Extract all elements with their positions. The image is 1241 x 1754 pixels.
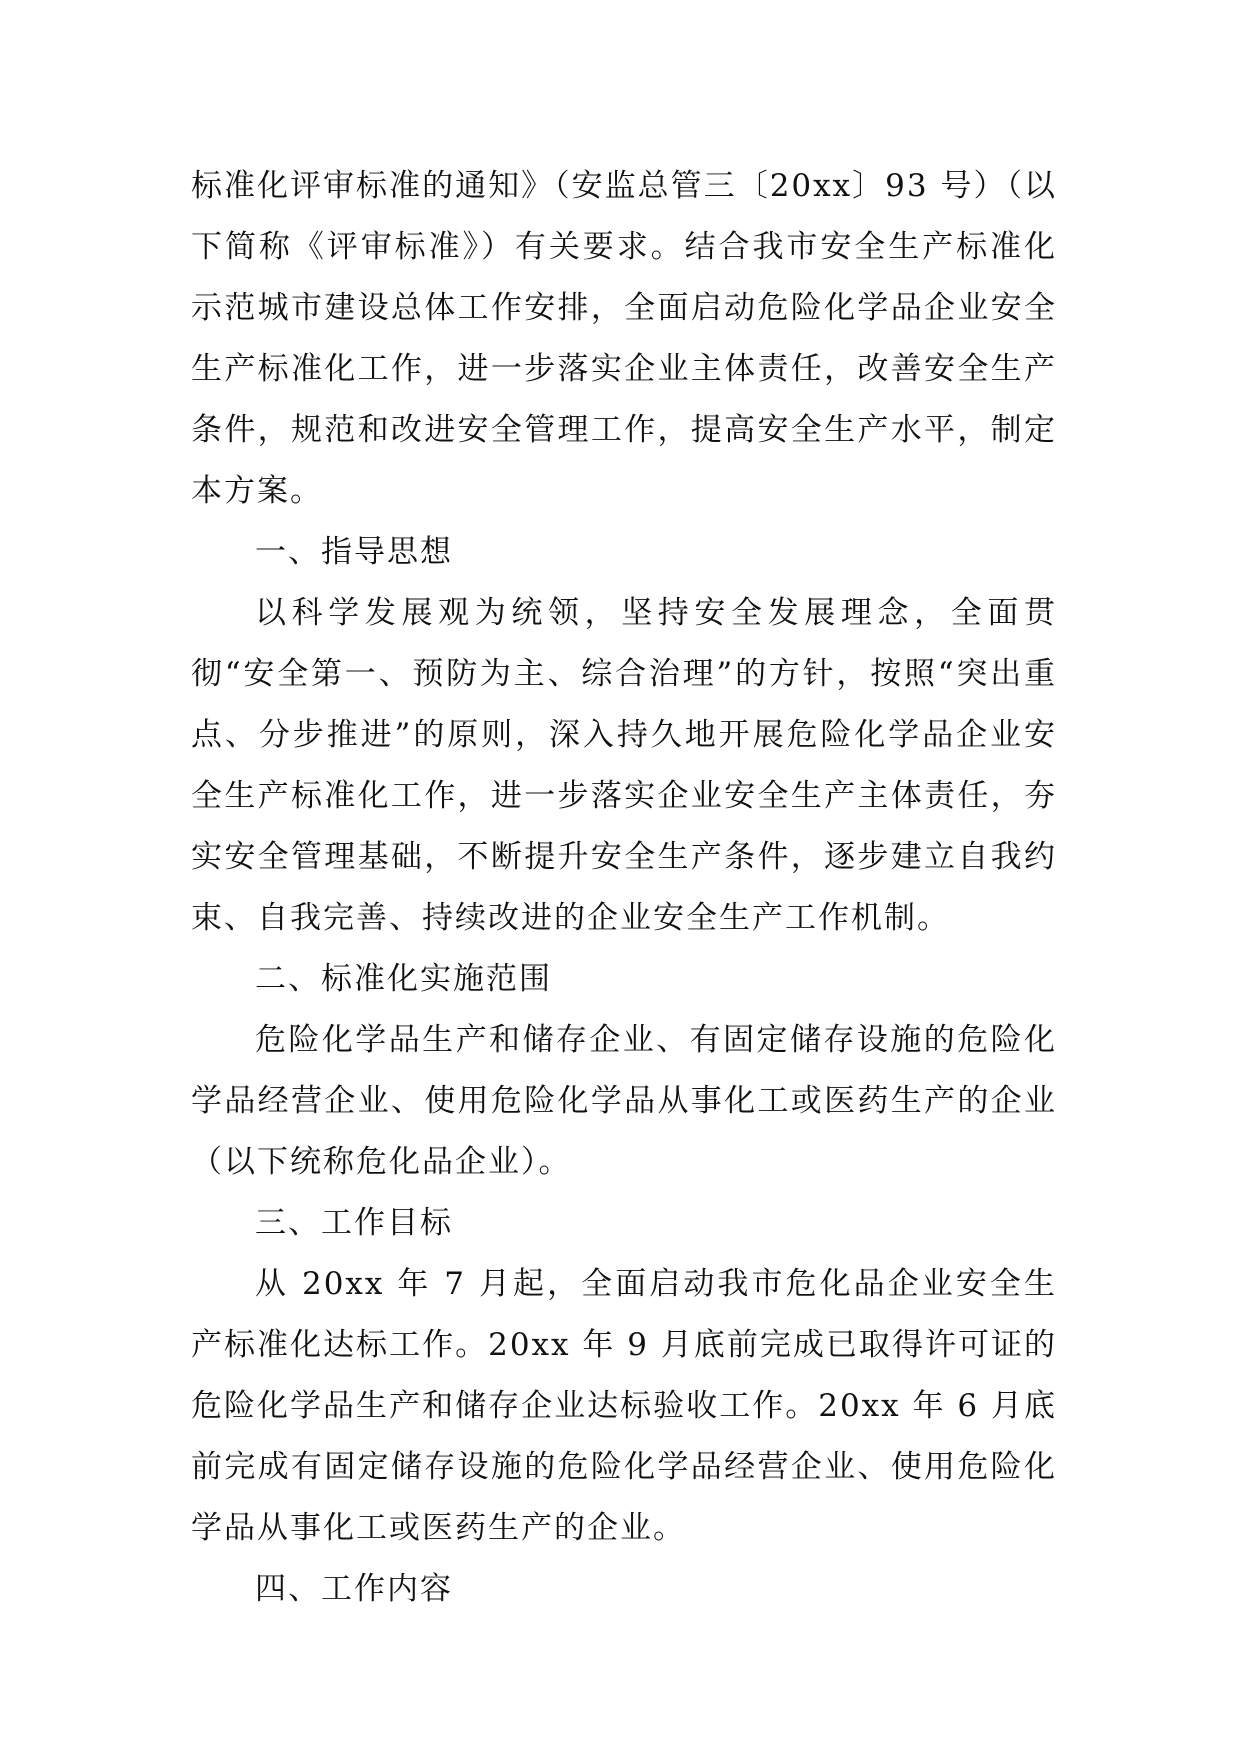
paragraph-guiding-ideology: 以科学发展观为统领，坚持安全发展理念，全面贯彻“安全第一、预防为主、综合治理”的方针，按照“突出重点、分步推进”的原则，深入持久地开展危险化学品企业安全生产标准化工作，进一步落实企业安全生产主体责任，夯实安全管理基础，不断提升安全生产条件，逐步建立自我约束、自我完善、持续改进的企业安全生产工作机制。: [191, 595, 1057, 936]
document-body: [191, 156, 1057, 1620]
paragraph-goals: 从 20xx 年 7 月起，全面启动我市危化品企业安全生产标准化达标工作。20xx 年 9 月底前完成已取得许可证的危险化学品生产和储存企业达标验收工作。20xx 年 6 月底前完成有固定储存设施的危险化学品经营企业、使用危险化学品从事化工或医药生产的企业。: [191, 1266, 1057, 1546]
section-heading-scope: 二、标准化实施范围: [255, 961, 552, 997]
paragraph-scope: 危险化学品生产和储存企业、有固定储存设施的危险化学品经营企业、使用危险化学品从事化工或医药生产的企业（以下统称危化品企业）。: [191, 1022, 1057, 1180]
section-heading-work-content: 四、工作内容: [255, 1571, 453, 1607]
paragraph-intro-continued: 标准化评审标准的通知》（安监总管三〔20xx〕93 号）（以下简称《评审标准》）有关要求。结合我市安全生产标准化示范城市建设总体工作安排，全面启动危险化学品企业安全生产标准化工作，进一步落实企业主体责任，改善安全生产条件，规范和改进安全管理工作，提高安全生产水平，制定本方案。: [191, 168, 1057, 509]
section-heading-guiding-ideology: 一、指导思想: [255, 534, 453, 570]
section-heading-goals: 三、工作目标: [255, 1205, 453, 1241]
